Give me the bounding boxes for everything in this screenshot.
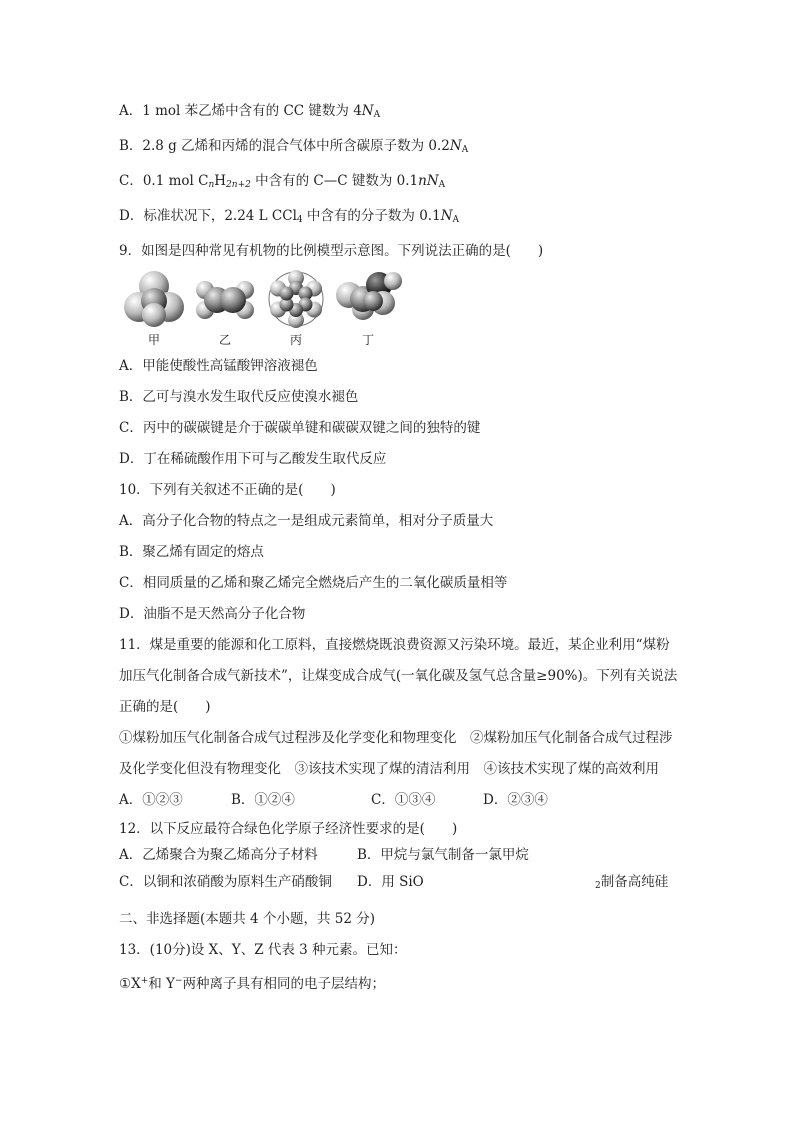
label-jia: 甲 — [147, 333, 160, 347]
q9-option-c: C．丙中的碳碳键是介于碳碳单键和碳碳双键之间的独特的键 — [119, 420, 481, 436]
q9-stem: 9．如图是四种常见有机物的比例模型示意图。下列说法正确的是( ) — [119, 243, 544, 259]
label-ding: 丁 — [361, 333, 374, 347]
q10-stem: 10．下列有关叙述不正确的是( ) — [119, 482, 336, 498]
q12-stem: 12．以下反应最符合绿色化学原子经济性要求的是( ) — [119, 821, 458, 837]
q10-option-a: A．高分子化合物的特点之一是组成元素简单，相对分子质量大 — [119, 513, 494, 529]
q11-statements: ①煤粉加压气化制备合成气过程涉及化学变化和物理变化 ②煤粉加压气化制备合成气过程涉及化学变化但没有物理变化 ③该技术实现了煤的清洁利用 ④该技术实现了煤的高效利用 — [119, 730, 673, 777]
q12-options-row1 — [119, 842, 679, 869]
methane-model-image — [121, 269, 187, 329]
q9-option-b: B．乙可与溴水发生取代反应使溴水褪色 — [119, 389, 359, 405]
ethanol-model-image — [333, 269, 405, 327]
q11-option-b: B．①②④ — [231, 792, 295, 808]
q8-option-d: D．标准状况下，2.24 L CCl$_4$ 中含有的分子数为 $0.1N_A$ — [119, 208, 460, 225]
q13-stem: 13．(10分)设 X、Y、Z 代表 3 种元素。已知： — [119, 942, 407, 958]
q11-option-d: D．②③④ — [483, 792, 548, 808]
q10-option-b: B．聚乙烯有固定的熔点 — [119, 544, 264, 560]
q8-option-a: A．1 mol 苯乙烯中含有的 CC 键数为 $4N_A$ — [119, 103, 381, 120]
benzene-model-image — [266, 269, 326, 329]
document-page — [119, 96, 679, 1000]
label-yi: 乙 — [218, 333, 231, 347]
label-bing: 丙 — [289, 333, 302, 347]
q11-stem: 11．煤是重要的能源和化工原料，直接燃烧既浪费资源又污染环境。最近，某企业利用“煤粉加压气化制备合成气新技术”，让煤变成合成气(一氧化碳及氢气总含量≥90%)。下列有关说法正确的是( ) — [119, 637, 678, 715]
q8-option-c: C．0.1 mol $C_nH_{2n+2}$ 中含有的 C—C 键数为 $0.1nN_A$ — [119, 173, 446, 190]
q13-statement-1: ①X+和 Y−两种离子具有相同的电子层结构； — [119, 976, 386, 992]
q12-options-row2 — [119, 869, 679, 900]
q9-option-a: A．甲能使酸性高锰酸钾溶液褪色 — [119, 358, 318, 374]
ethylene-model-image — [195, 279, 255, 321]
q8-option-b: B．2.8 g 乙烯和丙烯的混合气体中所含碳原子数为 $0.2N_A$ — [119, 138, 469, 155]
q11-options — [119, 785, 679, 816]
q12-option-c: C．以铜和浓硝酸为原料生产硝酸铜 — [119, 874, 332, 890]
q10-option-d: D．油脂不是天然高分子化合物 — [119, 606, 306, 622]
q11-option-a: A．①②③ — [119, 792, 183, 808]
q10-option-c: C．相同质量的乙烯和聚乙烯完全燃烧后产生的二氧化碳质量相等 — [119, 575, 508, 591]
q9-option-d: D．丁在稀硫酸作用下可与乙酸发生取代反应 — [119, 451, 387, 467]
q11-option-c: C．①③④ — [371, 792, 436, 808]
section-heading: 二、非选择题(本题共 4 个小题，共 52 分) — [119, 911, 375, 927]
q12-option-d: D．用 SiO $_2$制备高纯硅 — [357, 874, 669, 891]
molecule-models-figure — [119, 269, 419, 351]
q12-option-a: A．乙烯聚合为聚乙烯高分子材料 — [119, 847, 318, 863]
q12-option-b: B．甲烷与氯气制备一氯甲烷 — [357, 847, 529, 863]
